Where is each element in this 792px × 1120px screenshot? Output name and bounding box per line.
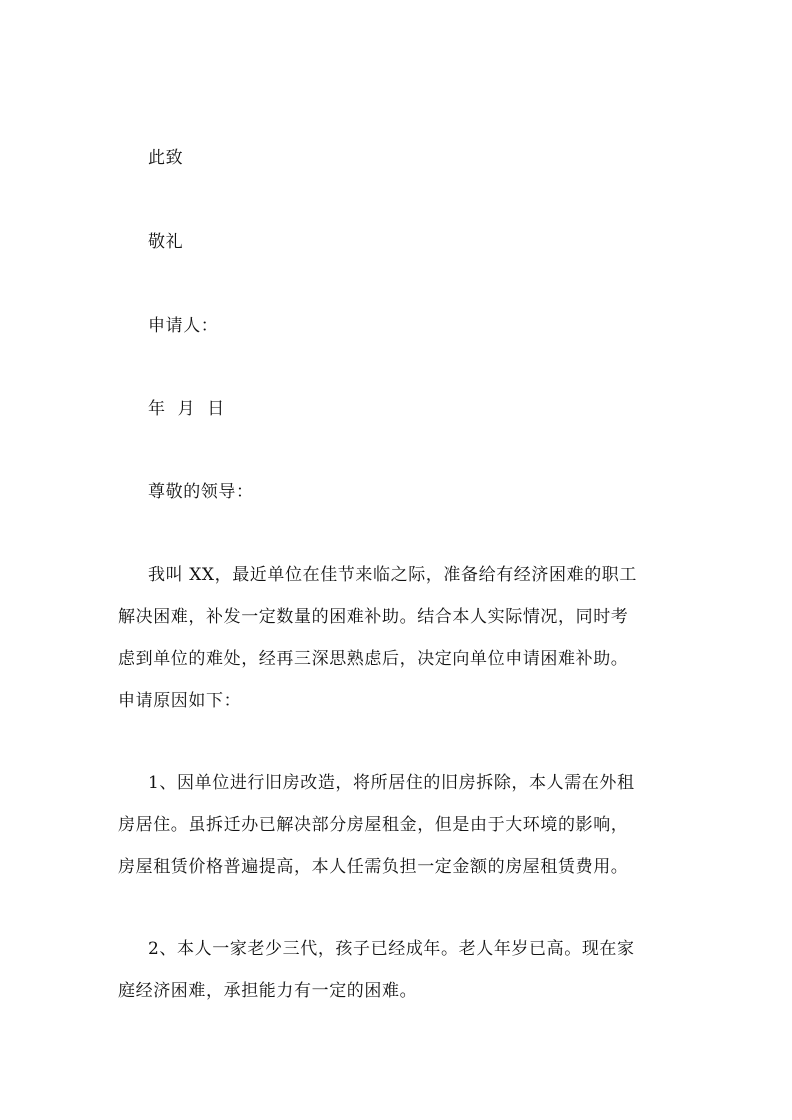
salutation: 尊敬的领导： [148,482,254,502]
paragraph-line: 房屋租赁价格普遍提高，本人任需负担一定金额的房屋租赁费用。 [118,857,629,877]
paragraph-line: 我叫 XX，最近单位在佳节来临之际，准备给有经济困难的职工 [148,565,638,585]
paragraph-line: 1、因单位进行旧房改造，将所居住的旧房拆除，本人需在外租 [148,773,635,793]
closing-line-1: 此致 [148,148,184,168]
paragraph-line: 2、本人一家老少三代，孩子已经成年。老人年岁已高。现在家 [148,939,635,959]
paragraph-line: 申请原因如下： [118,691,242,711]
paragraph-line: 庭经济困难，承担能力有一定的困难。 [118,981,418,1001]
applicant-label: 申请人： [148,316,219,336]
paragraph-line: 房居住。虽拆迁办已解决部分房屋租金，但是由于大环境的影响， [118,815,629,835]
paragraph-line: 虑到单位的难处，经再三深思熟虑后，决定向单位申请困难补助。 [118,649,629,669]
paragraph-line: 解决困难，补发一定数量的困难补助。结合本人实际情况，同时考 [118,607,629,627]
date-label: 年 月 日 [148,399,225,419]
closing-line-2: 敬礼 [148,232,184,252]
